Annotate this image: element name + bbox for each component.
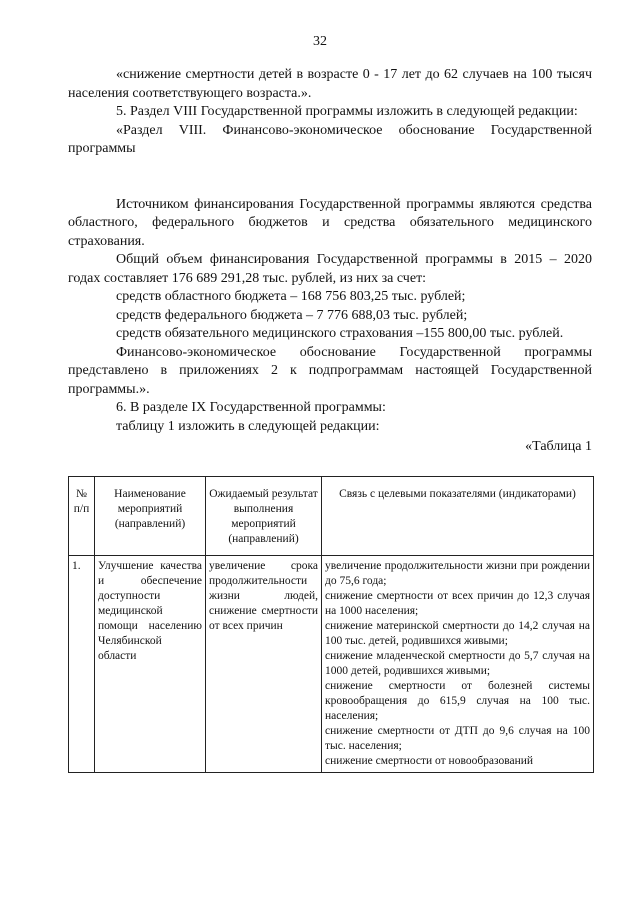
paragraph-federal-budget: средств федерального бюджета – 7 776 688,03 тыс. рублей; — [116, 307, 468, 323]
table-row — [69, 556, 594, 773]
paragraph-funding-total: Общий объем финансирования Государственной программы в 2015 – 2020 годах составляет 176 689 291,28 тыс. рублей, из них за счет: — [68, 252, 592, 286]
paragraph-table-1-edit: таблицу 1 изложить в следующей редакции: — [116, 418, 380, 434]
table-header-row — [69, 477, 594, 556]
indicator-all-cause-mortality: снижение смертности от всех причин до 12,3 случая на 1000 населения; — [325, 590, 590, 617]
indicator-cardiovascular-mortality: снижение смертности от болезней системы кровообращения до 615,9 случая на 100 тыс. населения; — [325, 680, 590, 722]
header-target-indicators: Связь с целевыми показателями (индикаторами) — [322, 477, 594, 556]
row-number: 1. — [69, 556, 95, 773]
row-indicators — [322, 556, 594, 773]
indicator-maternal-mortality: снижение материнской смертности до 14,2 случая на 100 тыс. детей, родившихся живыми; — [325, 620, 590, 647]
indicator-infant-mortality: снижение младенческой смертности до 5,7 случая на 1000 детей, родившихся живыми; — [325, 650, 590, 677]
row-measure-name: Улучшение качества и обеспечение доступности медицинской помощи населению Челябинской области — [95, 556, 206, 773]
row-expected-result: увеличение срока продолжительности жизни людей, снижение смертности от всех причин — [206, 556, 322, 773]
paragraph-oms-funds: средств обязательного медицинского страхования –155 800,00 тыс. рублей. — [116, 326, 564, 341]
measures-table — [68, 476, 594, 773]
paragraph-section-8-change: 5. Раздел VIII Государственной программы изложить в следующей редакции: — [116, 104, 578, 119]
paragraph-mortality-children: «снижение смертности детей в возрасте 0 - 17 лет до 62 случаев на 100 тысяч населения соответствующего возраста.». — [68, 67, 592, 101]
indicator-traffic-mortality: снижение смертности от ДТП до 9,6 случая на 100 тыс. населения; — [325, 725, 590, 752]
body-text — [68, 66, 592, 457]
paragraph-funding-sources: Источником финансирования Государственной программы являются средства областного, федерального бюджетов и средства обязательного медицинского страхования. — [68, 196, 592, 249]
header-number: № п/п — [69, 477, 95, 556]
page-number: 32 — [313, 34, 327, 49]
paragraph-regional-budget: средств областного бюджета – 168 756 803,25 тыс. рублей; — [116, 289, 466, 304]
indicator-neoplasm-mortality: снижение смертности от новообразований — [325, 755, 534, 767]
header-measure-name: Наименование мероприятий (направлений) — [95, 477, 206, 556]
paragraph-financial-justification: Финансово-экономическое обоснование Государственной программы представлено в приложениях 2 к подпрограммам настоящей Государственной программы.». — [68, 344, 592, 397]
header-expected-result: Ожидаемый результат выполнения мероприятий (направлений) — [206, 477, 322, 556]
paragraph-section-8-title: «Раздел VIII. Финансово-экономическое обоснование Государственной программы — [68, 122, 592, 156]
table-caption: «Таблица 1 — [525, 439, 592, 454]
paragraph-section-9-change: 6. В разделе IX Государственной программы: — [116, 400, 386, 415]
indicator-life-expectancy: увеличение продолжительности жизни при рождении до 75,6 года; — [325, 560, 590, 587]
